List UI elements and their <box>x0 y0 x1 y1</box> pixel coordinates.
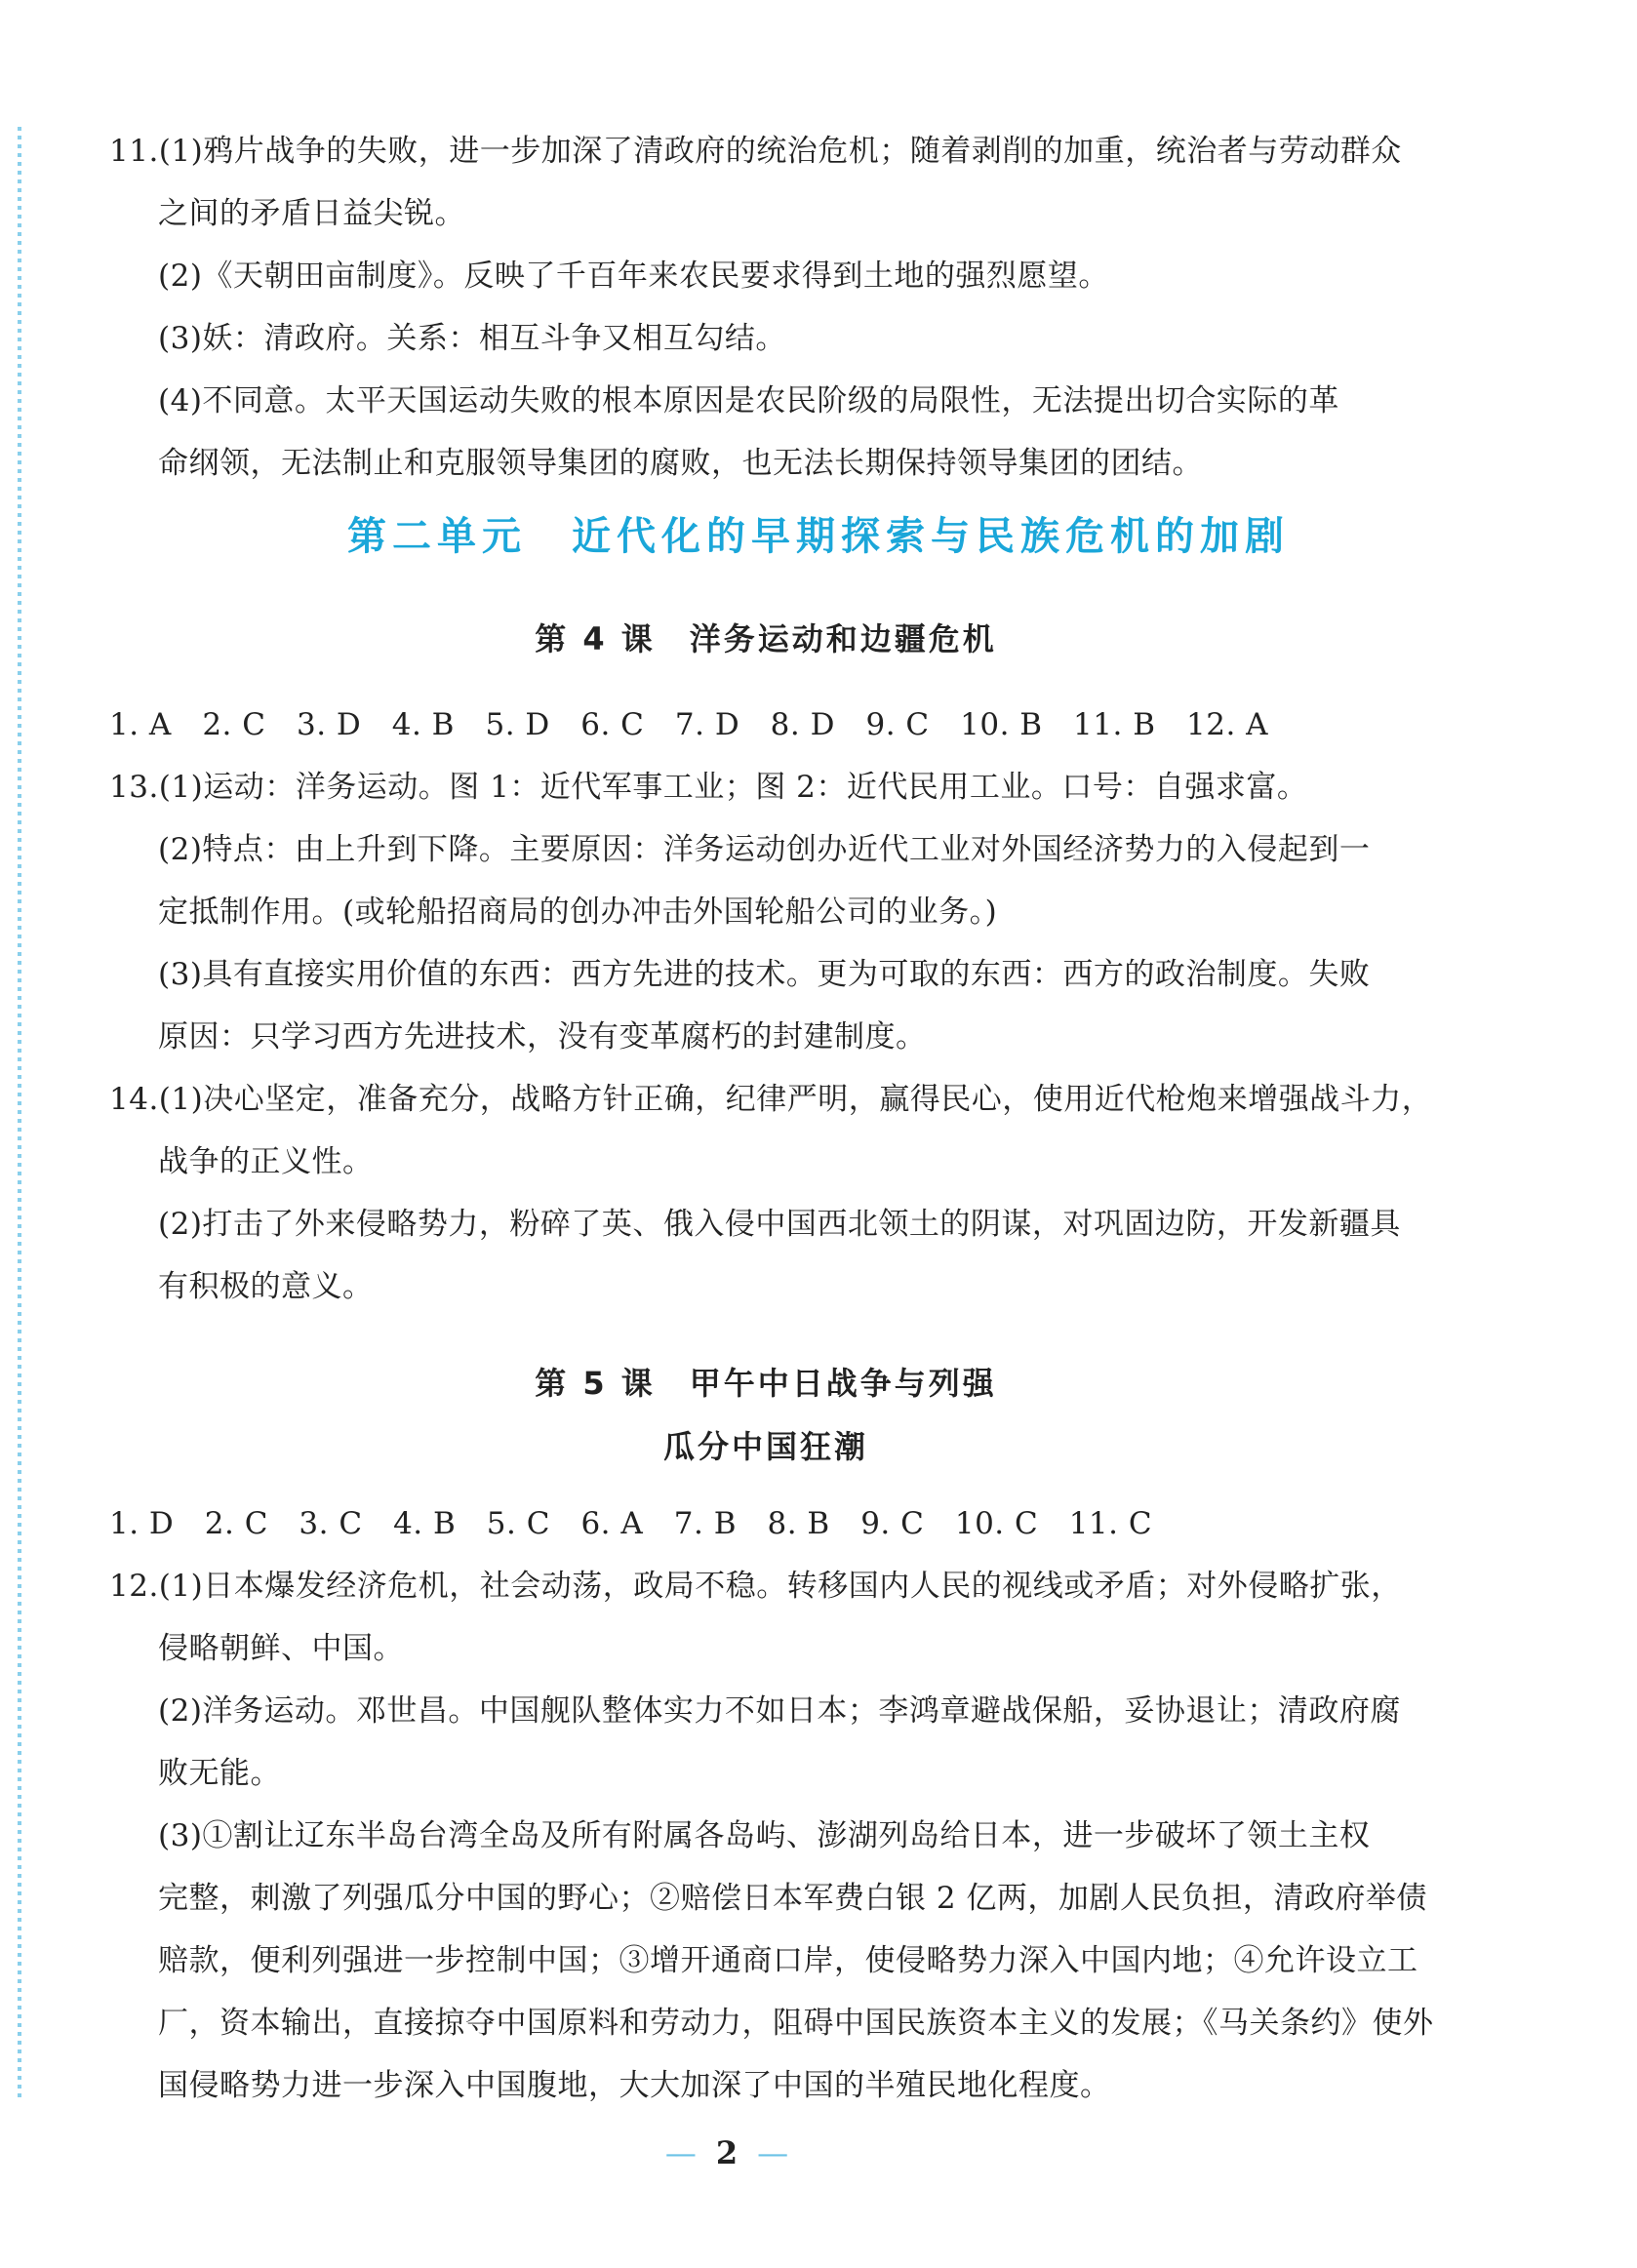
q12-part3-line5: 国侵略势力进一步深入中国腹地，大大加深了中国的半殖民地化程度。 <box>158 2068 1111 2103</box>
q11-part2: (2)《天朝田亩制度》。反映了千百年来农民要求得到土地的强烈愿望。 <box>158 259 1109 294</box>
q12-part3-line4: 厂，资本输出，直接掠夺中国原料和劳动力，阻碍中国民族资本主义的发展；《马关条约》使外 <box>158 2006 1434 2041</box>
q12-part1-line2: 侵略朝鲜、中国。 <box>158 1631 404 1666</box>
q12-part3-line1: (3)①割让辽东半岛台湾全岛及所有附属各岛屿、澎湖列岛给日本，进一步破坏了领土主权 <box>158 1818 1371 1853</box>
q12-part2-line1: (2)洋务运动。邓世昌。中国舰队整体实力不如日本；李鸿章避战保船，妥协退让；清政府腐 <box>158 1693 1401 1729</box>
lesson4-choice-answers: 1. A 2. C 3. D 4. B 5. D 6. C 7. D 8. D 9. C 10. B 11. B 12. A <box>109 707 1269 742</box>
lesson5-title-line2: 瓜分中国狂潮 <box>662 1428 868 1465</box>
q11-part4-line1: (4)不同意。太平天国运动失败的根本原因是农民阶级的局限性，无法提出切合实际的革 <box>158 383 1339 418</box>
q13-part3-line1: (3)具有直接实用价值的东西：西方先进的技术。更为可取的东西：西方的政治制度。失败 <box>158 957 1371 992</box>
q14-part1-line1: 14.(1)决心坚定，准备充分，战略方针正确，纪律严明，赢得民心，使用近代枪炮来增强战斗力， <box>109 1082 1433 1117</box>
q11-part4-line2: 命纲领，无法制止和克服领导集团的腐败，也无法长期保持领导集团的团结。 <box>158 446 1203 481</box>
q14-part1-line2: 战争的正义性。 <box>158 1144 374 1179</box>
lesson4-title: 第 4 课 洋务运动和边疆危机 <box>535 620 997 657</box>
q12-part3-line2: 完整，刺激了列强瓜分中国的野心；②赔偿日本军费白银 2 亿两，加剧人民负担，清政府举债 <box>158 1881 1427 1916</box>
page-number-right-dash: — <box>757 2134 789 2171</box>
q13-part2-line2: 定抵制作用。(或轮船招商局的创办冲击外国轮船公司的业务。) <box>158 895 998 930</box>
page-number-left-dash: — <box>664 2134 697 2171</box>
lesson5-choice-answers: 1. D 2. C 3. C 4. B 5. C 6. A 7. B 8. B 9. C 10. C 11. C <box>109 1506 1153 1541</box>
page-number <box>0 2134 1454 2171</box>
page-number-value: 2 <box>715 2134 739 2171</box>
q13-part2-line1: (2)特点：由上升到下降。主要原因：洋务运动创办近代工业对外国经济势力的入侵起到一 <box>158 832 1371 867</box>
unit-title: 第二单元 近代化的早期探索与民族危机的加剧 <box>347 514 1290 559</box>
q12-part2-line2: 败无能。 <box>158 1756 281 1791</box>
q13-part1: 13.(1)运动：洋务运动。图 1：近代军事工业；图 2：近代民用工业。口号：自强求富。 <box>109 770 1308 805</box>
q13-part3-line2: 原因：只学习西方先进技术，没有变革腐朽的封建制度。 <box>158 1019 927 1054</box>
lesson5-title-line1: 第 5 课 甲午中日战争与列强 <box>535 1365 997 1402</box>
q14-part2-line2: 有积极的意义。 <box>158 1269 374 1304</box>
q14-part2-line1: (2)打击了外来侵略势力，粉碎了英、俄入侵中国西北领土的阴谋，对巩固边防，开发新疆具 <box>158 1207 1401 1242</box>
q11-part1-line1: 11.(1)鸦片战争的失败，进一步加深了清政府的统治危机；随着剥削的加重，统治者与劳动群众 <box>109 134 1402 169</box>
q11-part3: (3)妖：清政府。关系：相互斗争又相互勾结。 <box>158 321 786 356</box>
q12-part1-line1: 12.(1)日本爆发经济危机，社会动荡，政局不稳。转移国内人民的视线或矛盾；对外侵略扩张， <box>109 1569 1402 1604</box>
q12-part3-line3: 赔款，便利列强进一步控制中国；③增开通商口岸，使侵略势力深入中国内地；④允许设立工 <box>158 1943 1418 1978</box>
q11-part1-line2: 之间的矛盾日益尖锐。 <box>158 196 465 231</box>
